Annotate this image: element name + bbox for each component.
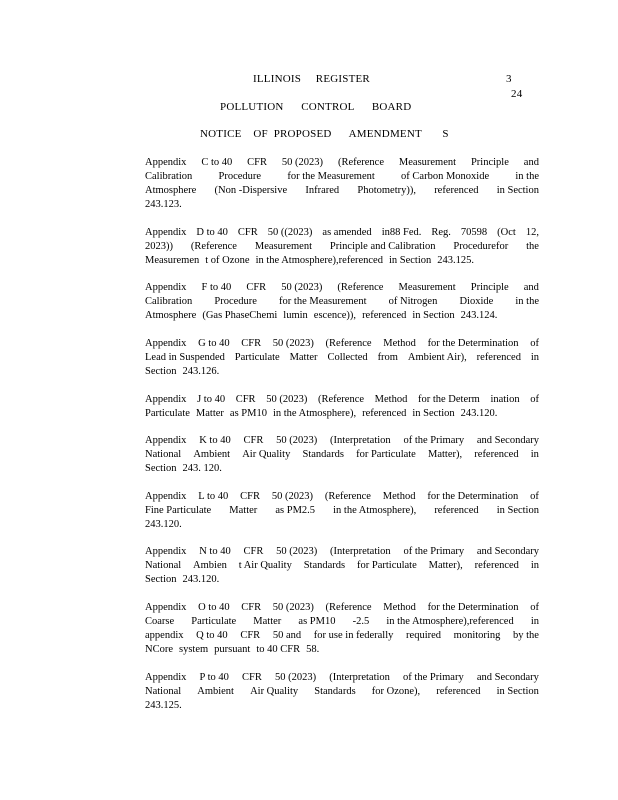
appendix-paragraph <box>145 671 539 713</box>
text-run: 50 (2023) <box>272 602 314 613</box>
text-run: from <box>377 352 398 363</box>
text-run: (Gas PhaseChemi <box>202 310 278 321</box>
paragraph-line <box>145 170 539 184</box>
text-run: CFR <box>246 282 267 293</box>
text-run: in Section <box>496 505 539 516</box>
text-run: and <box>523 157 539 168</box>
paragraph-line <box>145 629 539 643</box>
text-run: appendix <box>145 630 184 641</box>
text-run: and Secondary <box>476 546 539 557</box>
text-run: of the Primary <box>403 435 465 446</box>
page-number-line1: 3 <box>506 73 512 85</box>
appendix-paragraph <box>145 490 539 532</box>
text-run: system <box>179 644 209 655</box>
appendix-paragraph <box>145 601 539 657</box>
text-run: in the Atmosphere),referenced <box>255 255 383 266</box>
paragraph-line <box>145 643 539 657</box>
appendix-paragraph <box>145 545 539 587</box>
text-run: to 40 CFR <box>256 644 301 655</box>
text-run: National <box>145 560 182 571</box>
text-run: Measurement <box>254 241 313 252</box>
text-run: (Reference <box>337 282 384 293</box>
text-run: Principle and Calibration <box>329 241 436 252</box>
text-run: 243.123. <box>145 199 182 210</box>
paragraph-line <box>145 365 539 379</box>
text-run: Appendix <box>145 491 187 502</box>
text-run: 243.120. <box>145 519 182 530</box>
paragraph-line <box>145 226 539 240</box>
text-run: Section <box>145 366 177 377</box>
text-run: of Nitrogen <box>388 296 438 307</box>
paragraph-line <box>145 559 539 573</box>
text-run: Photometry)), <box>357 185 416 196</box>
paragraph-line <box>145 295 539 309</box>
paragraph-line <box>145 490 539 504</box>
text-run: 50 and <box>272 630 302 641</box>
text-run: of the Primary <box>403 546 465 557</box>
text-run: Ambien <box>193 560 227 571</box>
text-run: Section <box>145 463 177 474</box>
text-run: t of Ozone <box>205 255 250 266</box>
text-run: t Air Quality <box>238 560 292 571</box>
text-run: Matter), <box>428 560 463 571</box>
text-run: Method <box>374 394 408 405</box>
notice-heading: NOTICE OF PROPOSED AMENDMENT S <box>200 128 449 140</box>
text-run: and <box>523 282 539 293</box>
text-run: Ambient <box>197 686 234 697</box>
text-run: 243.124. <box>460 310 498 321</box>
text-run: of <box>530 491 539 502</box>
page-number-line2: 24 <box>511 88 523 100</box>
text-run: Appendix <box>145 282 187 293</box>
text-run: lumin <box>283 310 308 321</box>
paragraph-line <box>145 337 539 351</box>
text-run: Appendix <box>145 602 187 613</box>
text-run: (Interpretation <box>330 546 391 557</box>
text-run: pursuant <box>214 644 251 655</box>
text-run: National <box>145 686 182 697</box>
appendix-paragraph <box>145 434 539 476</box>
text-run: Principle <box>470 157 509 168</box>
text-run: Procedure <box>214 296 257 307</box>
text-run: monitoring <box>453 630 501 641</box>
text-run: in the Atmosphere), <box>333 505 417 516</box>
text-run: Matter <box>253 616 282 627</box>
text-run: Calibration <box>145 171 193 182</box>
paragraph-line <box>145 184 539 198</box>
text-run: N to 40 <box>199 546 231 557</box>
text-run: as PM10 <box>229 408 267 419</box>
paragraph-line <box>145 685 539 699</box>
text-run: 70598 <box>460 227 488 238</box>
paragraph-line <box>145 601 539 615</box>
text-run: 50 (2023) <box>275 672 317 683</box>
text-run: G to 40 <box>198 338 230 349</box>
paragraph-line <box>145 309 539 323</box>
register-title: ILLINOIS REGISTER <box>253 73 370 85</box>
text-run: 50 (2023) <box>276 435 318 446</box>
text-run: Measuremen <box>145 255 200 266</box>
paragraph-line <box>145 156 539 170</box>
text-run: the <box>526 241 539 252</box>
text-run: CFR <box>242 672 262 683</box>
text-run: (Reference <box>324 491 371 502</box>
text-run: Matter <box>229 505 258 516</box>
text-run: Standards <box>303 560 346 571</box>
text-run: Method <box>383 602 416 613</box>
text-run: Particulate <box>234 352 280 363</box>
text-run: for the Measurement <box>279 296 367 307</box>
text-run: Q to 40 <box>196 630 228 641</box>
text-run: 50 (2023) <box>276 546 318 557</box>
appendix-paragraph <box>145 393 539 421</box>
paragraph-line <box>145 545 539 559</box>
text-run: 50 (2023) <box>272 338 314 349</box>
text-run: CFR <box>235 394 256 405</box>
text-run: 243.126. <box>182 366 220 377</box>
text-run: CFR <box>241 602 262 613</box>
text-run: referenced <box>362 310 407 321</box>
text-run: for the Measurement <box>287 171 375 182</box>
text-run: Matter <box>289 352 318 363</box>
text-run: Appendix <box>145 394 187 405</box>
text-run: Fine Particulate <box>145 505 212 516</box>
text-run: NCore <box>145 644 173 655</box>
paragraph-line <box>145 573 539 587</box>
text-run: Appendix <box>145 157 187 168</box>
paragraph-line <box>145 407 539 421</box>
text-run: (Oct <box>497 227 516 238</box>
text-run: 50 (2023) <box>281 157 324 168</box>
text-run: Ambient <box>193 449 231 460</box>
text-run: Standards <box>314 686 356 697</box>
text-run: for the Determination <box>427 491 519 502</box>
text-run: Particulate <box>145 408 190 419</box>
text-run: of <box>530 394 539 405</box>
text-run: (Non -Dispersive <box>214 185 288 196</box>
text-run: L to 40 <box>198 491 229 502</box>
text-run: Matter), <box>428 449 463 460</box>
text-run: in <box>530 449 539 460</box>
paragraph-line <box>145 240 539 254</box>
text-run: for Particulate <box>357 560 417 571</box>
text-run: Section <box>145 574 177 585</box>
text-run: 50 (2023) <box>281 282 323 293</box>
paragraph-line <box>145 198 539 212</box>
text-run: (Reference <box>317 394 365 405</box>
text-run: referenced <box>474 449 519 460</box>
text-run: in88 Fed. <box>381 227 422 238</box>
text-run: J to 40 <box>197 394 226 405</box>
text-run: K to 40 <box>199 435 231 446</box>
text-run: in the Atmosphere), <box>272 408 357 419</box>
text-run: referenced <box>362 408 407 419</box>
text-run: escence)), <box>313 310 357 321</box>
text-run: C to 40 <box>201 157 233 168</box>
appendix-paragraph <box>145 226 539 268</box>
text-run: CFR <box>240 630 261 641</box>
text-run: 50 (2023) <box>271 491 313 502</box>
paragraph-line <box>145 351 539 365</box>
text-run: in <box>530 352 539 363</box>
text-run: of the Primary <box>403 672 464 683</box>
text-run: Reg. <box>431 227 451 238</box>
paragraph-line <box>145 281 539 295</box>
text-run: Ambient Air), <box>407 352 467 363</box>
text-run: 50 ((2023) <box>267 227 313 238</box>
text-run: Air Quality <box>250 686 299 697</box>
text-run: of <box>530 602 539 613</box>
text-run: Measurement <box>398 282 456 293</box>
text-run: Coarse <box>145 616 175 627</box>
text-run: 12, <box>525 227 539 238</box>
text-run: (Reference <box>337 157 384 168</box>
text-run: as PM10 <box>298 616 336 627</box>
text-run: in <box>530 616 539 627</box>
text-run: by the <box>513 630 539 641</box>
text-run: (Interpretation <box>329 672 390 683</box>
text-run: CFR <box>237 227 258 238</box>
text-run: of <box>530 338 539 349</box>
text-run: Matter <box>195 408 224 419</box>
text-run: Appendix <box>145 338 187 349</box>
text-run: CFR <box>247 157 268 168</box>
text-run: in the <box>515 171 539 182</box>
text-run: required <box>406 630 442 641</box>
text-run: as amended <box>322 227 372 238</box>
text-run: for Particulate <box>356 449 416 460</box>
text-run: in the Atmosphere),referenced <box>386 616 514 627</box>
paragraph-line <box>145 671 539 685</box>
text-run: for the Determination <box>427 602 519 613</box>
text-run: of Carbon Monoxide <box>401 171 490 182</box>
text-run: CFR <box>243 546 264 557</box>
text-run: Lead in Suspended <box>145 352 225 363</box>
text-run: Appendix <box>145 227 187 238</box>
text-run: 243.125. <box>145 700 182 711</box>
text-run: in <box>530 560 539 571</box>
paragraph-line <box>145 254 539 268</box>
paragraph-line <box>145 615 539 629</box>
text-run: Calibration <box>145 296 193 307</box>
text-run: Atmosphere <box>145 310 197 321</box>
text-run: ination <box>490 394 520 405</box>
text-run: in Section <box>496 185 539 196</box>
text-run: (Reference <box>190 241 237 252</box>
text-run: 50 (2023) <box>266 394 308 405</box>
text-run: Appendix <box>145 672 187 683</box>
text-run: -2.5 <box>352 616 370 627</box>
text-run: 243.125. <box>437 255 475 266</box>
appendix-paragraph <box>145 156 539 212</box>
text-run: 243.120. <box>460 408 498 419</box>
text-run: Collected <box>327 352 368 363</box>
paragraph-line <box>145 434 539 448</box>
paragraph-line <box>145 504 539 518</box>
text-run: CFR <box>243 435 264 446</box>
paragraph-line <box>145 462 539 476</box>
board-name: POLLUTION CONTROL BOARD <box>220 101 412 113</box>
text-run: Infrared <box>305 185 340 196</box>
appendix-paragraph <box>145 281 539 323</box>
paragraph-line <box>145 699 539 713</box>
text-run: referenced <box>434 505 479 516</box>
text-run: CFR <box>240 491 260 502</box>
paragraph-line <box>145 518 539 532</box>
text-run: Air Quality <box>242 449 291 460</box>
text-run: (Interpretation <box>330 435 391 446</box>
text-run: (Reference <box>325 338 372 349</box>
text-run: Particulate <box>191 616 237 627</box>
text-run: P to 40 <box>199 672 229 683</box>
text-run: Dioxide <box>459 296 494 307</box>
text-run: F to 40 <box>201 282 232 293</box>
text-run: for use in federally <box>313 630 394 641</box>
text-run: D to 40 <box>196 227 228 238</box>
text-run: in Section <box>388 255 432 266</box>
text-run: Appendix <box>145 435 187 446</box>
text-run: and Secondary <box>476 435 539 446</box>
text-run: Principle <box>470 282 509 293</box>
text-run: in Section <box>412 408 455 419</box>
text-run: Standards <box>302 449 344 460</box>
text-run: Procedurefor <box>453 241 509 252</box>
text-run: for the Determ <box>417 394 480 405</box>
text-run: National <box>145 449 182 460</box>
text-run: Method <box>382 491 416 502</box>
appendix-paragraph <box>145 337 539 379</box>
text-run: Atmosphere <box>145 185 197 196</box>
paragraph-line <box>145 393 539 407</box>
text-run: referenced <box>474 560 519 571</box>
text-run: 2023)) <box>145 241 173 252</box>
text-run: 243.120. <box>182 574 220 585</box>
text-run: in the <box>515 296 539 307</box>
text-run: for the Determination <box>427 338 519 349</box>
text-run: for Ozone), <box>371 686 421 697</box>
text-run: referenced <box>436 686 481 697</box>
text-run: in Section <box>496 686 539 697</box>
text-run: referenced <box>434 185 479 196</box>
text-run: CFR <box>241 338 262 349</box>
text-run: and Secondary <box>476 672 539 683</box>
text-run: as PM2.5 <box>275 505 316 516</box>
text-run: 243. 120. <box>182 463 222 474</box>
text-run: referenced <box>476 352 521 363</box>
paragraph-line <box>145 448 539 462</box>
text-run: Method <box>383 338 416 349</box>
text-run: in Section <box>412 310 455 321</box>
text-run: Measurement <box>398 157 457 168</box>
text-run: Procedure <box>218 171 262 182</box>
text-run: 58. <box>306 644 320 655</box>
text-run: O to 40 <box>198 602 230 613</box>
text-run: (Reference <box>325 602 372 613</box>
text-run: Appendix <box>145 546 187 557</box>
